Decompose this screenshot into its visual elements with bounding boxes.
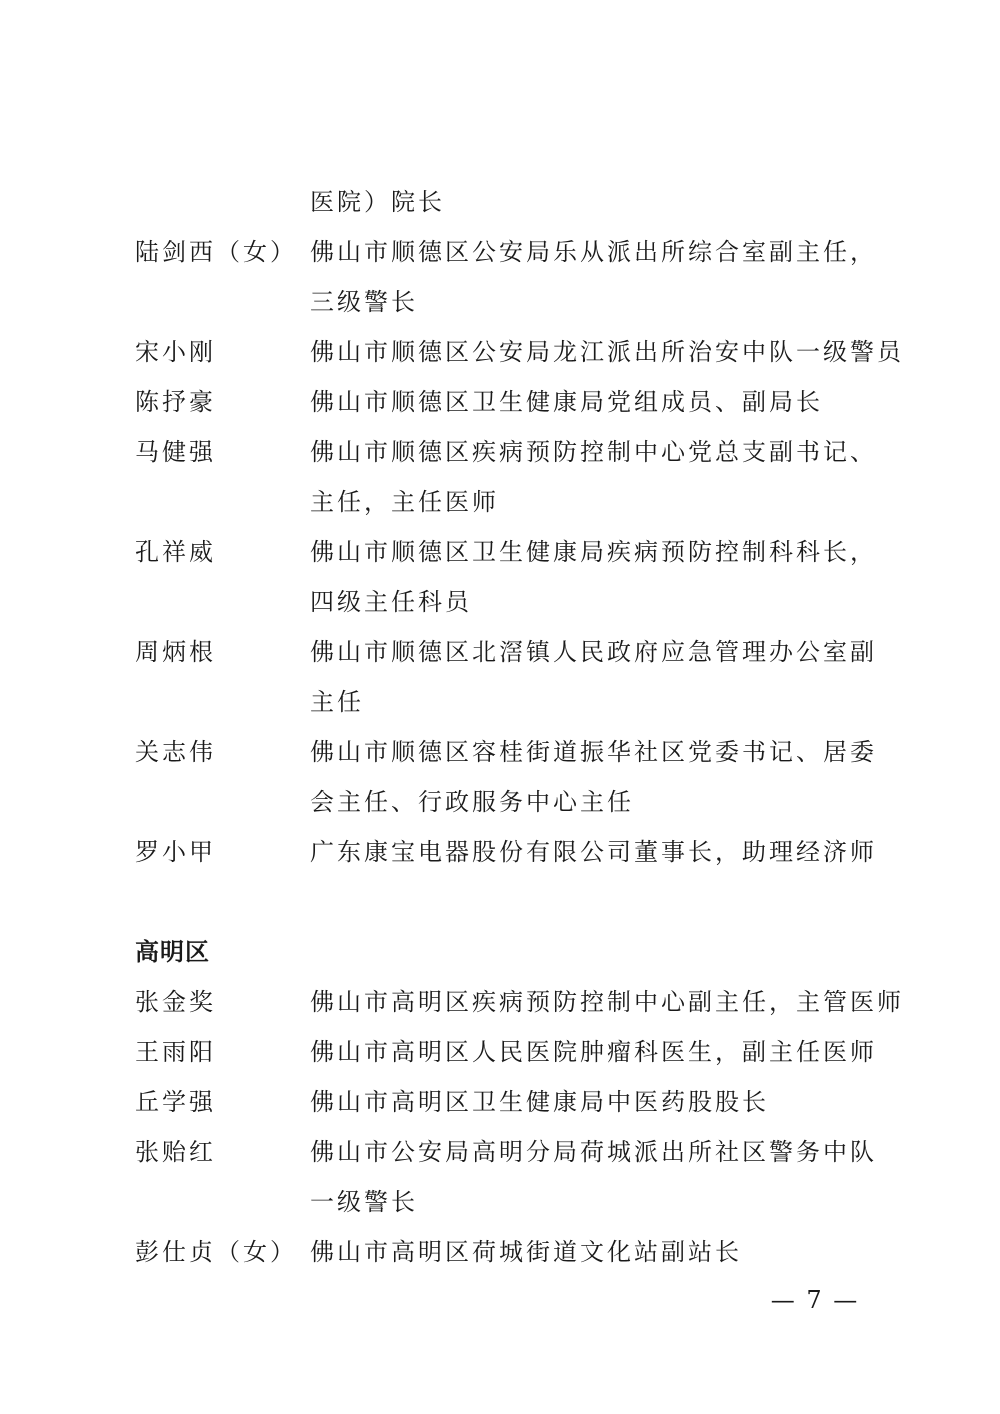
person-title: 佛山市顺德区公安局龙江派出所治安中队一级警员: [310, 338, 904, 366]
list-item: [0, 627, 1000, 677]
list-item: [0, 427, 1000, 477]
person-name: 彭仕贞（女）: [135, 1238, 297, 1266]
person-title: 医院）院长: [310, 188, 445, 216]
list-item: [0, 677, 1000, 727]
list-item: [0, 527, 1000, 577]
person-title: 佛山市高明区疾病预防控制中心副主任，主管医师: [310, 988, 904, 1016]
person-title: 佛山市顺德区卫生健康局党组成员、副局长: [310, 388, 823, 416]
list-item: [0, 277, 1000, 327]
person-name: 周炳根: [135, 638, 216, 666]
list-item: [0, 727, 1000, 777]
person-name: 宋小刚: [135, 338, 216, 366]
list-item: [0, 327, 1000, 377]
list-item: [0, 577, 1000, 627]
section-heading-row: [0, 927, 1000, 977]
person-title: 佛山市顺德区公安局乐从派出所综合室副主任，: [310, 238, 877, 266]
person-title: 四级主任科员: [310, 588, 472, 616]
list-item: [0, 1127, 1000, 1177]
person-name: 张金奖: [135, 988, 216, 1016]
list-item: [0, 977, 1000, 1027]
person-title: 一级警长: [310, 1188, 418, 1216]
person-name: 马健强: [135, 438, 216, 466]
list-item: [0, 827, 1000, 877]
person-title: 佛山市高明区卫生健康局中医药股股长: [310, 1088, 769, 1116]
person-name: 王雨阳: [135, 1038, 216, 1066]
person-title: 佛山市顺德区北滘镇人民政府应急管理办公室副: [310, 638, 877, 666]
list-item: [0, 777, 1000, 827]
person-name: 陆剑西（女）: [135, 238, 297, 266]
list-item: [0, 177, 1000, 227]
list-item: [0, 227, 1000, 277]
person-title: 会主任、行政服务中心主任: [310, 788, 634, 816]
list-item: [0, 377, 1000, 427]
section-heading: 高明区: [135, 938, 210, 966]
list-item: [0, 1227, 1000, 1277]
person-title: 三级警长: [310, 288, 418, 316]
section-gap: [0, 877, 1000, 927]
person-title: 主任: [310, 688, 364, 716]
person-title: 佛山市高明区荷城街道文化站副站长: [310, 1238, 742, 1266]
list-item: [0, 477, 1000, 527]
person-title: 主任，主任医师: [310, 488, 499, 516]
list-item: [0, 1077, 1000, 1127]
list-item: [0, 1027, 1000, 1077]
person-name: 孔祥威: [135, 538, 216, 566]
person-name: 丘学强: [135, 1088, 216, 1116]
person-title: 佛山市顺德区疾病预防控制中心党总支副书记、: [310, 438, 877, 466]
person-name: 罗小甲: [135, 838, 216, 866]
person-title: 广东康宝电器股份有限公司董事长，助理经济师: [310, 838, 877, 866]
list-item: [0, 1177, 1000, 1227]
person-name: 关志伟: [135, 738, 216, 766]
person-name: 张贻红: [135, 1138, 216, 1166]
page-number: — 7 —: [770, 1286, 860, 1314]
person-title: 佛山市顺德区卫生健康局疾病预防控制科科长，: [310, 538, 877, 566]
person-title: 佛山市公安局高明分局荷城派出所社区警务中队: [310, 1138, 877, 1166]
person-title: 佛山市顺德区容桂街道振华社区党委书记、居委: [310, 738, 877, 766]
person-title: 佛山市高明区人民医院肿瘤科医生，副主任医师: [310, 1038, 877, 1066]
person-name: 陈抒豪: [135, 388, 216, 416]
